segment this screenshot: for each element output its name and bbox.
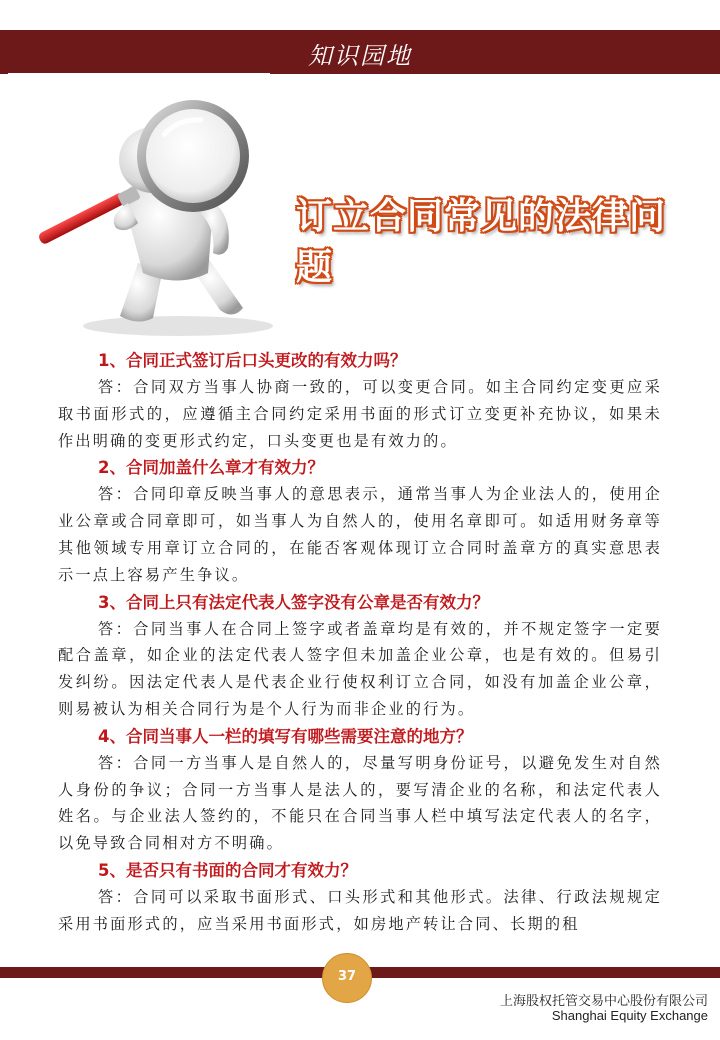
answer-3: 答：合同当事人在合同上签字或者盖章均是有效的，并不规定签字一定要配合盖章，如企业的法定代表人签字但未加盖企业公章，也是有效的。但易引发纠纷。因法定代表人是代表企业行使权利订立合同，如没有加盖企业公章，则易被认为相关合同行为是个人行为而非企业的行为。 bbox=[58, 619, 662, 718]
company-name-en: Shanghai Equity Exchange bbox=[551, 1008, 708, 1023]
question-3: 3、合同上只有法定代表人签字没有公章是否有效力？ bbox=[98, 592, 489, 612]
header-divider bbox=[8, 73, 270, 75]
answer-5: 答：合同可以采取书面形式、口头形式和其他形式。法律、行政法规规定采用书面形式的，应当采用书面形式，如房地产转让合同、长期的租 bbox=[58, 887, 662, 933]
magnifying-glass-figure-illustration bbox=[28, 88, 308, 338]
question-1: 1、合同正式签订后口头更改的有效力吗？ bbox=[98, 351, 407, 370]
question-4: 4、合同当事人一栏的填写有哪些需要注意的地方？ bbox=[98, 726, 473, 746]
answer-1: 答：合同双方当事人协商一致的，可以变更合同。如主合同约定变更应采取书面形式的，应遵循主合同约定采用书面的形式订立变更补充协议，如果未作出明确的变更形式约定，口头变更也是有效力的。 bbox=[58, 378, 662, 450]
answer-4: 答：合同一方当事人是自然人的，尽量写明身份证号，以避免发生对自然人身份的争议；合同一方当事人是法人的，要写清企业的名称，和法定代表人姓名。与企业法人签约的，不能只在合同当事人栏中填写法定代表人的名字，以免导致合同相对方不明确。 bbox=[58, 753, 662, 853]
article-body bbox=[58, 347, 662, 938]
answer-2: 答：合同印章反映当事人的意思表示，通常当事人为企业法人的，使用企业公章或合同章即可，如当事人为自然人的，使用名章即可。如适用财务章等其他领域专用章订立合同的，在能否客观体现订立合同时盖章方的真实意思表示一点上容易产生争议。 bbox=[58, 485, 662, 584]
section-title: 知识园地 bbox=[308, 42, 412, 70]
question-2: 2、合同加盖什么章才有效力？ bbox=[98, 458, 324, 478]
page-number: 37 bbox=[322, 953, 372, 1003]
company-name-cn: 上海股权托管交易中心股份有限公司 bbox=[499, 994, 708, 1009]
question-5: 5、是否只有书面的合同才有效力？ bbox=[98, 860, 357, 880]
article-title: 订立合同常见的法律问题 bbox=[296, 196, 667, 288]
